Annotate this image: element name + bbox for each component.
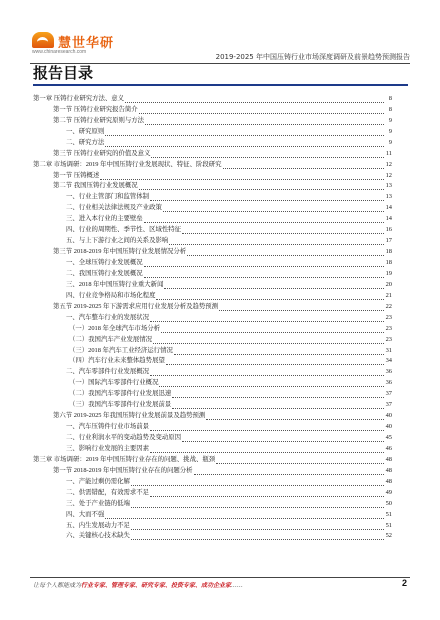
toc-entry-page: 11: [385, 149, 392, 157]
toc-entry-label: 第一节 2018-2019 年中国压铸行业存在的问题分析: [53, 466, 193, 474]
toc-leader-dots: [131, 484, 384, 486]
toc-entry-page: 12: [385, 160, 392, 168]
toc-entry-page: 23: [385, 324, 392, 332]
toc-leader-dots: [105, 145, 384, 147]
toc-entry-label: 二、汽车零部件行业发展概况: [66, 368, 150, 376]
toc-entry-label: 一、全球压铸行业发展概况: [66, 259, 143, 267]
toc-leader-dots: [125, 101, 384, 103]
toc-entry-label: 二、供需错配，有效需求不足: [66, 488, 150, 496]
toc-entry[interactable]: [33, 367, 392, 378]
toc-entry[interactable]: [33, 444, 392, 455]
toc-leader-dots: [182, 440, 384, 442]
toc-leader-dots: [206, 418, 384, 420]
toc-entry-label: 五、与上下游行业之间的关系及影响: [66, 237, 169, 245]
toc-entry-page: 18: [385, 248, 392, 256]
toc-entry[interactable]: [33, 313, 392, 324]
toc-leader-dots: [223, 167, 384, 169]
company-logo: [32, 32, 152, 56]
toc-entry[interactable]: [33, 236, 392, 247]
toc-entry[interactable]: [33, 532, 392, 543]
slogan-prefix: 让每个人都能成为: [33, 582, 82, 589]
toc-entry-page: 36: [385, 379, 392, 387]
logo-url: www.chinaresearch.com: [32, 49, 87, 55]
toc-entry-label: （三）我国汽车零部件行业发展前景: [69, 401, 172, 409]
toc-entry-page: 46: [385, 444, 392, 452]
toc-entry[interactable]: [33, 389, 392, 400]
toc-leader-dots: [187, 254, 384, 256]
toc-entry[interactable]: [33, 455, 392, 466]
toc-entry[interactable]: [33, 433, 392, 444]
toc-leader-dots: [172, 407, 384, 409]
toc-entry[interactable]: [33, 346, 392, 357]
toc-entry-page: 19: [385, 269, 392, 277]
toc-leader-dots: [159, 385, 384, 387]
toc-entry[interactable]: [33, 422, 392, 433]
toc-entry[interactable]: [33, 116, 392, 127]
toc-entry[interactable]: [33, 203, 392, 214]
toc-entry-label: 三、2018 年中国压铸行业重大新闻: [66, 280, 164, 288]
toc-leader-dots: [164, 287, 384, 289]
toc-entry[interactable]: [33, 247, 392, 258]
toc-entry[interactable]: [33, 466, 392, 477]
toc-entry-page: 14: [385, 215, 392, 223]
toc-entry-label: （四）汽车行业未来整体趋势展望: [69, 357, 165, 365]
toc-leader-dots: [139, 188, 384, 190]
footer-slogan: [33, 580, 243, 589]
toc-leader-dots: [105, 134, 384, 136]
toc-entry[interactable]: [33, 149, 392, 160]
toc-leader-dots: [150, 451, 384, 453]
slogan-suffix: ……: [231, 582, 244, 589]
toc-entry[interactable]: [33, 411, 392, 422]
toc-entry[interactable]: [33, 291, 392, 302]
toc-leader-dots: [219, 309, 384, 311]
toc-entry-label: 第二章 市场调研：2019 年中国压铸行业发展现状、特征、阶段研究: [33, 160, 222, 168]
toc-entry-page: 13: [385, 193, 392, 201]
toc-entry-label: 二、行业利润水平的变动趋势及变动原因: [66, 434, 182, 442]
toc-leader-dots: [100, 178, 384, 180]
toc-entry-label: 第三节 2018-2019 年中国压铸行业发展情况分析: [53, 248, 187, 256]
toc-entry-label: 一、产能过剩仍需化解: [66, 477, 130, 485]
toc-entry-page: 18: [385, 259, 392, 267]
toc-entry[interactable]: [33, 127, 392, 138]
toc-leader-dots: [153, 342, 384, 344]
toc-entry-page: 52: [385, 532, 392, 540]
toc-entry-label: （二）我国汽车产业发展情况: [69, 335, 153, 343]
toc-entry-label: （二）我国汽车零部件行业发展迅速: [69, 390, 172, 398]
toc-leader-dots: [166, 363, 384, 365]
toc-entry[interactable]: [33, 400, 392, 411]
toc-entry-page: 16: [385, 226, 392, 234]
toc-leader-dots: [105, 517, 384, 519]
footer-divider: [30, 577, 410, 578]
toc-entry-label: （一）国际汽车零部件行业概况: [69, 379, 159, 387]
toc-entry-page: 17: [385, 237, 392, 245]
page-number: 2: [401, 578, 407, 588]
toc-entry-label: 第六节 2019-2025 年我国压铸行业发展前景及趋势预测: [53, 412, 206, 420]
toc-entry[interactable]: [33, 280, 392, 291]
toc-entry[interactable]: [33, 214, 392, 225]
toc-entry-page: 40: [385, 412, 392, 420]
toc-entry-label: 第二节 我国压铸行业发展概况: [53, 182, 138, 190]
toc-entry-label: 三、进入本行业的主要壁垒: [66, 215, 143, 223]
toc-leader-dots: [144, 221, 384, 223]
toc-entry-page: 14: [385, 204, 392, 212]
toc-leader-dots: [194, 473, 384, 475]
toc-entry-page: 48: [385, 466, 392, 474]
toc-entry-label: 二、我国压铸行业发展概况: [66, 269, 143, 277]
toc-entry-page: 22: [385, 302, 392, 310]
heading-divider: [33, 84, 408, 86]
toc-entry[interactable]: [33, 510, 392, 521]
toc-entry-page: 36: [385, 368, 392, 376]
toc-entry[interactable]: [33, 258, 392, 269]
toc-entry[interactable]: [33, 357, 392, 368]
toc-leader-dots: [150, 495, 384, 497]
toc-entry-page: 49: [385, 488, 392, 496]
toc-entry-page: 34: [385, 357, 392, 365]
toc-leader-dots: [144, 265, 384, 267]
toc-entry-label: 第一节 压铸行业研究报告简介: [53, 105, 138, 113]
toc-entry-label: 三、影响行业发展的主要因素: [66, 444, 150, 452]
toc-entry-label: 第一章 压铸行业研究方法、意义: [33, 94, 125, 102]
toc-entry-page: 50: [385, 499, 392, 507]
toc-entry-label: （一）2018 年全球汽车市场分析: [69, 324, 161, 332]
document-title: 2019-2025 年中国压铸行业市场深度调研及前景趋势预测报告: [215, 53, 410, 61]
toc-entry-label: 六、关键核心技术缺失: [66, 532, 130, 540]
toc-entry-page: 23: [385, 313, 392, 321]
toc-entry-page: 13: [385, 182, 392, 190]
toc-entry[interactable]: [33, 488, 392, 499]
toc-entry-page: 40: [385, 423, 392, 431]
toc-entry-page: 9: [388, 116, 392, 124]
toc-entry-page: 8: [388, 105, 392, 113]
toc-leader-dots: [150, 374, 384, 376]
toc-leader-dots: [156, 298, 384, 300]
toc-leader-dots: [145, 123, 384, 125]
toc-leader-dots: [150, 429, 384, 431]
toc-entry[interactable]: [33, 94, 392, 105]
toc-entry-page: 21: [385, 291, 392, 299]
toc-entry-label: 一、行业主管部门和监管体制: [66, 193, 150, 201]
toc-entry-label: 三、处于产业链的低端: [66, 499, 130, 507]
toc-entry-page: 31: [385, 346, 392, 354]
toc-entry[interactable]: [33, 192, 392, 203]
toc-entry-label: 第一节 压铸概述: [53, 171, 100, 179]
toc-leader-dots: [169, 243, 384, 245]
toc-entry-page: 48: [385, 455, 392, 463]
table-of-contents: [33, 94, 392, 542]
toc-entry-label: 第三节 压铸行业研究的价值及意义: [53, 149, 151, 157]
toc-entry-page: 37: [385, 401, 392, 409]
toc-entry-page: 12: [385, 171, 392, 179]
toc-leader-dots: [139, 112, 384, 114]
toc-entry-page: 45: [385, 434, 392, 442]
toc-leader-dots: [174, 353, 384, 355]
toc-entry-label: 四、行业竞争格局和市场化程度: [66, 291, 156, 299]
toc-entry[interactable]: [33, 269, 392, 280]
toc-leader-dots: [161, 331, 384, 333]
toc-entry-label: 二、研究方法: [66, 138, 105, 146]
toc-entry-page: 48: [385, 477, 392, 485]
toc-entry-page: 9: [388, 127, 392, 135]
toc-entry[interactable]: [33, 302, 392, 313]
logo-mark-icon: [32, 32, 54, 48]
toc-leader-dots: [182, 232, 384, 234]
toc-entry-page: 51: [385, 510, 392, 518]
toc-leader-dots: [163, 210, 384, 212]
toc-entry[interactable]: [33, 171, 392, 182]
toc-entry-label: 二、行业相关法律法规及产业政策: [66, 204, 162, 212]
toc-entry-label: 第五节 2019-2025 年下游需求应用行业发展分析及趋势预测: [53, 302, 219, 310]
toc-leader-dots: [131, 528, 384, 530]
toc-entry[interactable]: [33, 378, 392, 389]
toc-entry-label: 第三章 市场调研：2019 年中国压铸行业存在的问题、挑战、瓶颈: [33, 455, 216, 463]
toc-leader-dots: [216, 462, 384, 464]
toc-entry[interactable]: [33, 105, 392, 116]
toc-entry-label: 一、研究原则: [66, 127, 105, 135]
toc-entry[interactable]: [33, 324, 392, 335]
toc-heading: 报告目录: [33, 64, 94, 82]
toc-entry-label: 一、汽车整车行业的发展状况: [66, 313, 150, 321]
toc-leader-dots: [151, 156, 384, 158]
toc-entry-page: 37: [385, 390, 392, 398]
toc-entry[interactable]: [33, 521, 392, 532]
toc-leader-dots: [131, 538, 384, 540]
toc-leader-dots: [144, 276, 384, 278]
toc-entry[interactable]: [33, 138, 392, 149]
logo-text: 慧世华研: [58, 35, 115, 50]
toc-entry-page: 20: [385, 280, 392, 288]
toc-entry[interactable]: [33, 182, 392, 193]
toc-entry[interactable]: [33, 160, 392, 171]
toc-leader-dots: [172, 396, 384, 398]
toc-entry[interactable]: [33, 499, 392, 510]
toc-entry-label: 一、汽车压铸件行业市场前景: [66, 423, 150, 431]
toc-entry-label: 第二节 压铸行业研究原则与方法: [53, 116, 145, 124]
toc-entry[interactable]: [33, 477, 392, 488]
toc-leader-dots: [150, 199, 384, 201]
toc-entry-label: 五、内生发展动力不足: [66, 521, 130, 529]
toc-entry-page: 51: [385, 521, 392, 529]
toc-leader-dots: [131, 506, 384, 508]
toc-entry-page: 8: [388, 94, 392, 102]
toc-entry[interactable]: [33, 335, 392, 346]
toc-leader-dots: [150, 320, 384, 322]
toc-entry[interactable]: [33, 225, 392, 236]
toc-entry-label: 四、行业的周期性、季节性、区域性特征: [66, 226, 182, 234]
slogan-highlight: 行业专家、管理专家、研究专家、投资专家、成功企业家: [81, 582, 232, 589]
toc-entry-page: 23: [385, 335, 392, 343]
toc-entry-page: 9: [388, 138, 392, 146]
toc-entry-label: （三）2018 年汽车工业经济运行情况: [69, 346, 173, 354]
toc-entry-label: 四、大而不强: [66, 510, 105, 518]
